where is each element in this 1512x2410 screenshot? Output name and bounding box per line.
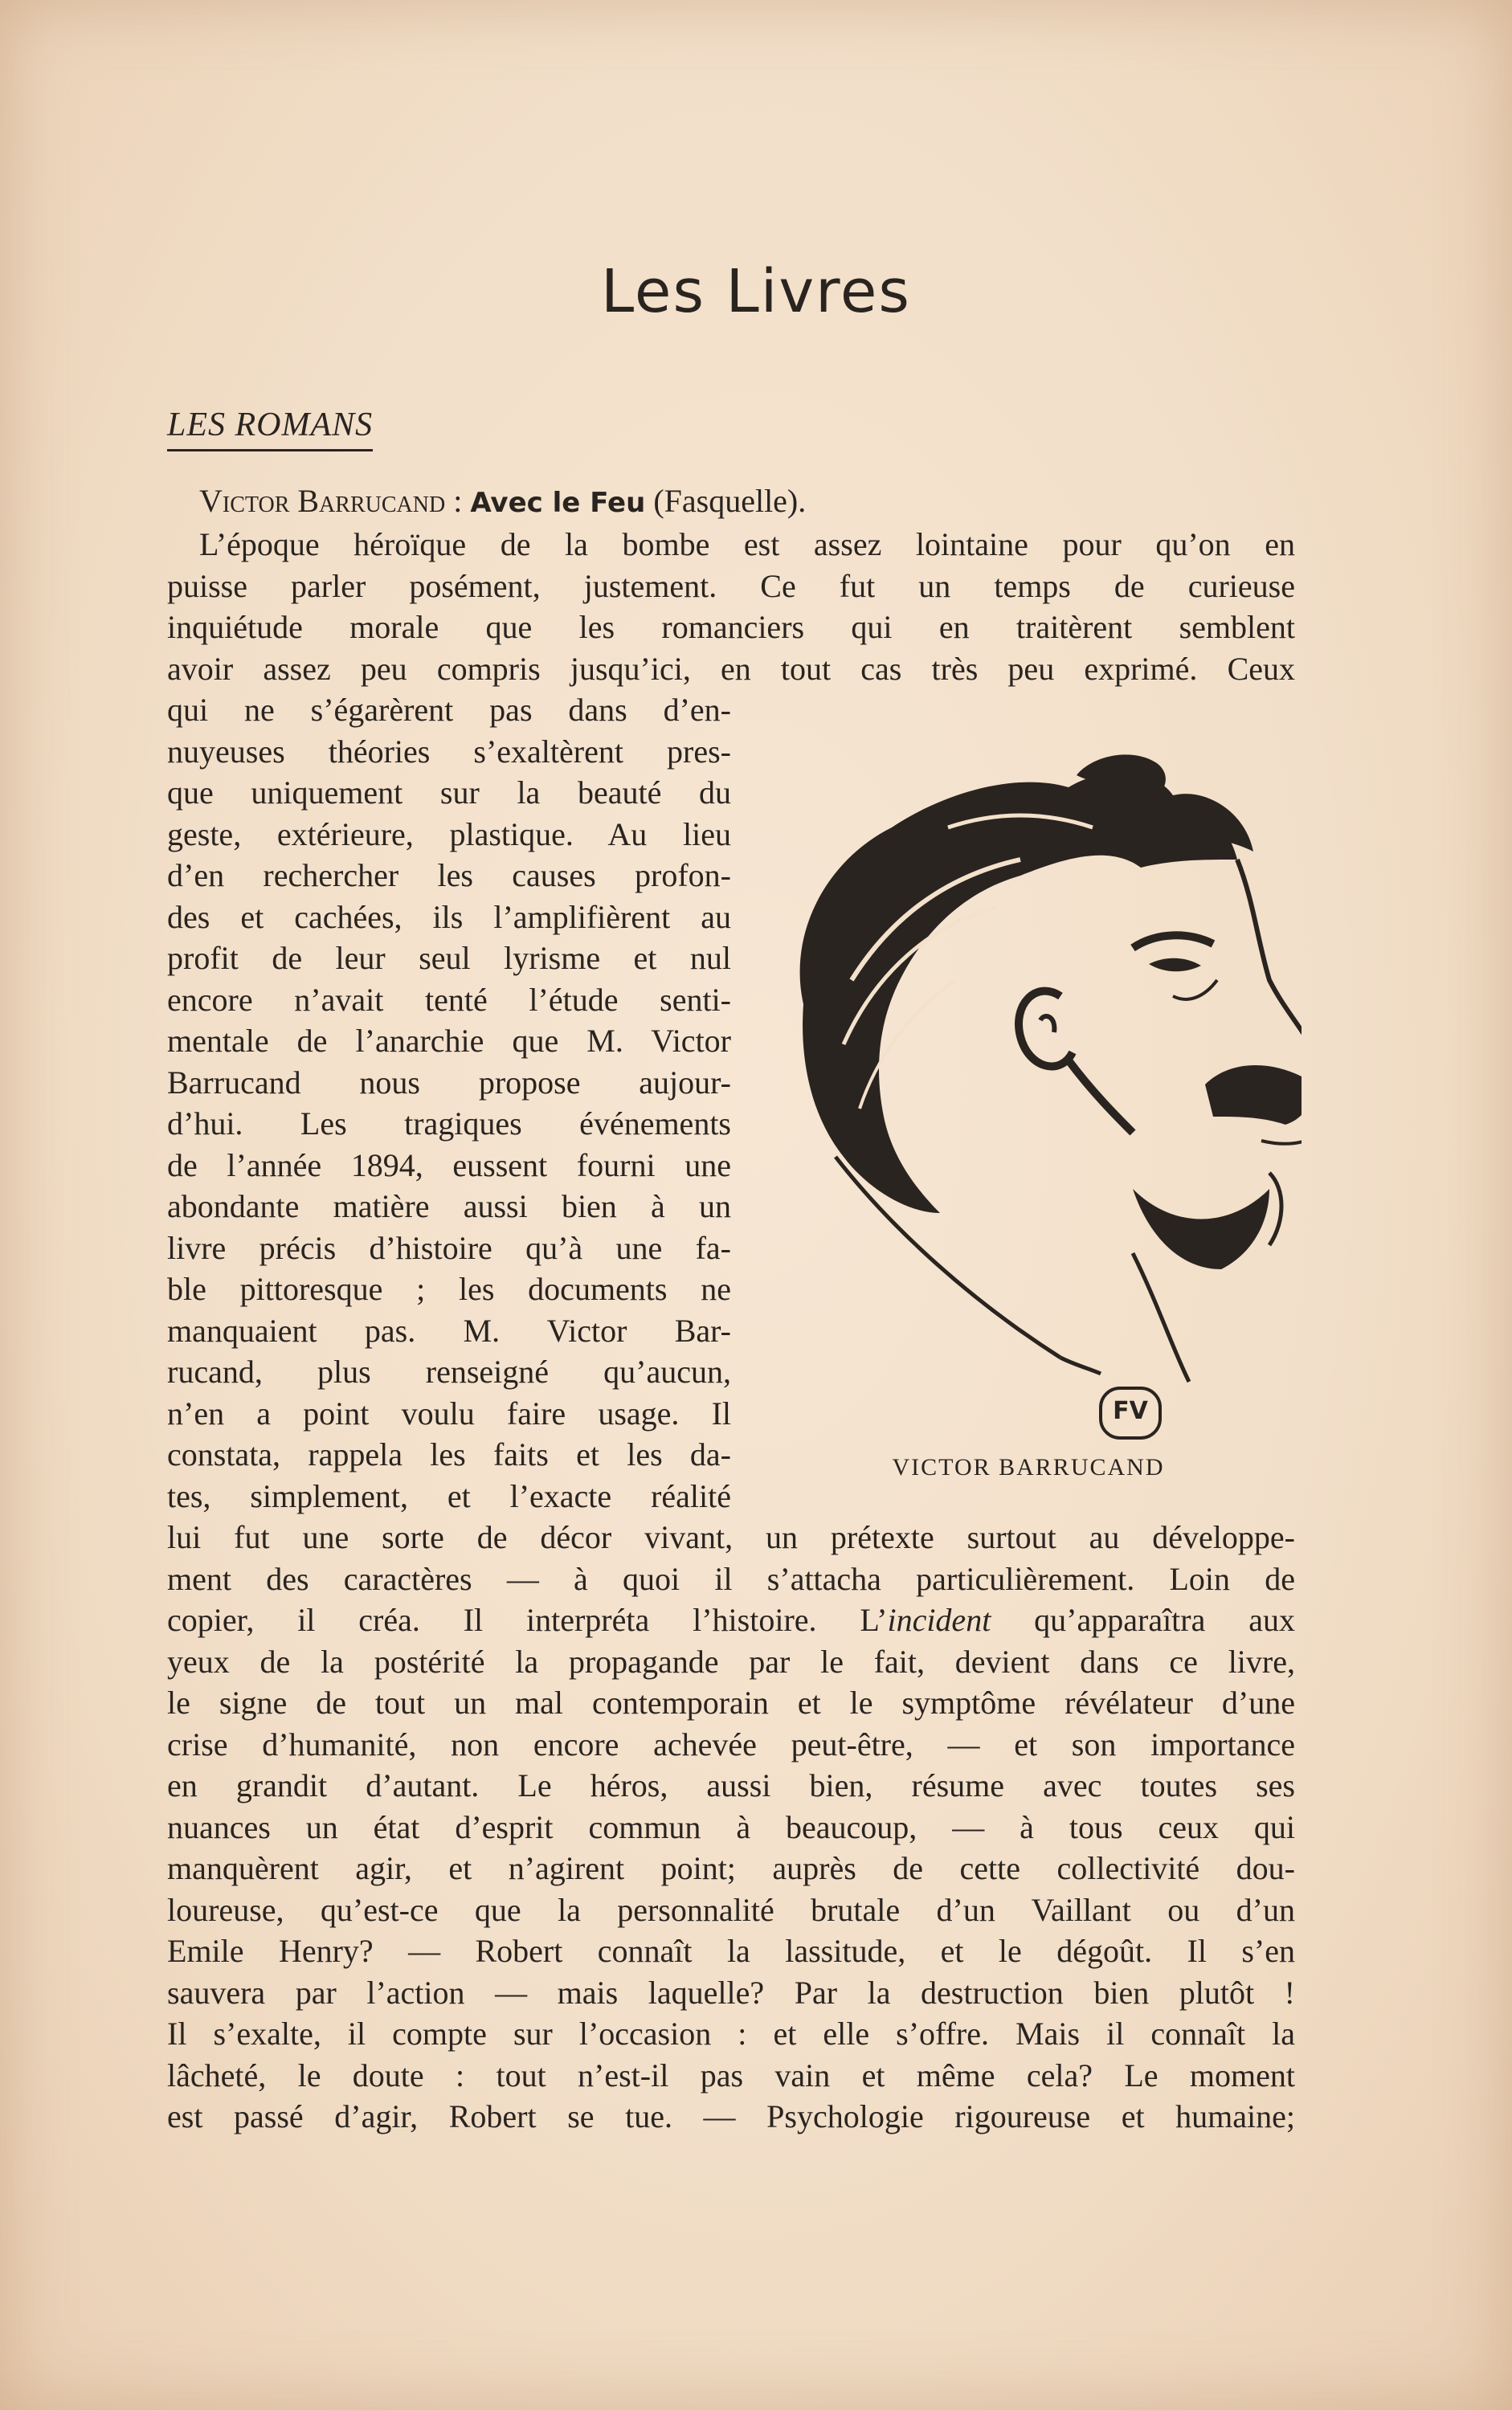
- text-line: le signe de tout un mal contemporain et le symptôme révélateur d’une: [167, 1685, 1295, 1721]
- text-line: L’époque héroïque de la bombe est assez lointaine pour qu’on en: [199, 526, 1295, 562]
- text-line: inquiétude morale que les romanciers qui en traitèrent semblent: [167, 609, 1295, 645]
- text-fragment: copier, il créa. Il interpréta l’histoire. L’: [167, 1602, 888, 1638]
- text-line: manquaient pas. M. Victor Bar-: [167, 1312, 731, 1349]
- entry-separator: :: [445, 483, 471, 519]
- text-line: manquèrent agir, et n’agirent point; auprès de cette collectivité dou-: [167, 1850, 1295, 1886]
- text-line: que uniquement sur la beauté du: [167, 774, 731, 811]
- portrait-woodcut-icon: [755, 739, 1302, 1446]
- entry-publisher: (Fasquelle).: [645, 483, 807, 519]
- text-line: ble pittoresque ; les documents ne: [167, 1271, 731, 1307]
- text-line: d’hui. Les tragiques événements: [167, 1105, 731, 1142]
- text-line: tes, simplement, et l’exacte réalité: [167, 1477, 731, 1514]
- text-line: qui ne s’égarèrent pas dans d’en-: [167, 692, 731, 728]
- text-line: de l’année 1894, eussent fourni une: [167, 1146, 731, 1183]
- text-line: Il s’exalte, il compte sur l’occasion : et elle s’offre. Mais il connaît la: [167, 2016, 1295, 2052]
- italic-word: incident: [887, 1602, 991, 1638]
- page-title: Les Livres: [601, 257, 911, 326]
- text-fragment: qu’apparaîtra aux: [991, 1602, 1295, 1638]
- entry-author: Victor Barrucand: [199, 483, 446, 519]
- section-heading: LES ROMANS: [167, 406, 373, 451]
- paragraph-narrow-column: [167, 689, 731, 1517]
- paragraph-top: [167, 524, 1295, 689]
- text-line: encore n’avait tenté l’étude senti-: [167, 981, 731, 1018]
- text-line: livre précis d’histoire qu’à une fa-: [167, 1229, 731, 1266]
- text-line: est passé d’agir, Robert se tue. — Psychologie rigoureuse et humaine;: [167, 2098, 1295, 2134]
- text-line: des et cachées, ils l’amplifièrent au: [167, 898, 731, 935]
- text-line: nuances un état d’esprit commun à beaucoup, — à tous ceux qui: [167, 1808, 1295, 1845]
- text-line: avoir assez peu compris jusqu’ici, en tout cas très peu exprimé. Ceux: [167, 650, 1295, 687]
- text-line: mentale de l’anarchie que M. Victor: [167, 1023, 731, 1059]
- illustration-caption: VICTOR BARRUCAND: [892, 1454, 1165, 1481]
- artist-monogram: FV: [1099, 1387, 1162, 1440]
- text-line: yeux de la postérité la propagande par le fait, devient dans ce livre,: [167, 1643, 1295, 1680]
- text-line-incident: [167, 1599, 1295, 1641]
- text-line: lâcheté, le doute : tout n’est-il pas vain et même cela? Le moment: [167, 2057, 1295, 2093]
- text-line: d’en rechercher les causes profon-: [167, 857, 731, 893]
- text-line: ment des caractères — à quoi il s’attacha particulièrement. Loin de: [167, 1560, 1295, 1597]
- text-line: loureuse, qu’est-ce que la personnalité brutale d’un Vaillant ou d’un: [167, 1891, 1295, 1928]
- text-line: rucand, plus renseigné qu’aucun,: [167, 1354, 731, 1390]
- entry-book-title: Avec le Feu: [470, 487, 646, 519]
- text-line: profit de leur seul lyrisme et nul: [167, 940, 731, 976]
- text-line: Barrucand nous propose aujour-: [167, 1064, 731, 1101]
- paragraph-bottom: [167, 1517, 1295, 2138]
- text-line: n’en a point voulu faire usage. Il: [167, 1395, 731, 1432]
- entry-heading: [167, 480, 1295, 522]
- text-line: abondante matière aussi bien à un: [167, 1188, 731, 1224]
- text-line: nuyeuses théories s’exaltèrent pres-: [167, 733, 731, 770]
- text-line: constata, rappela les faits et les da-: [167, 1436, 731, 1473]
- text-line: puisse parler posément, justement. Ce fut un temps de curieuse: [167, 567, 1295, 604]
- text-line: crise d’humanité, non encore achevée peut-être, — et son importance: [167, 1726, 1295, 1763]
- text-line: geste, extérieure, plastique. Au lieu: [167, 815, 731, 852]
- text-line: sauvera par l’action — mais laquelle? Par la destruction bien plutôt !: [167, 1974, 1295, 2011]
- text-line: en grandit d’autant. Le héros, aussi bien, résume avec toutes ses: [167, 1767, 1295, 1803]
- text-line: Emile Henry? — Robert connaît la lassitude, et le dégoût. Il s’en: [167, 1933, 1295, 1969]
- text-line: lui fut une sorte de décor vivant, un prétexte surtout au développe-: [167, 1519, 1295, 1555]
